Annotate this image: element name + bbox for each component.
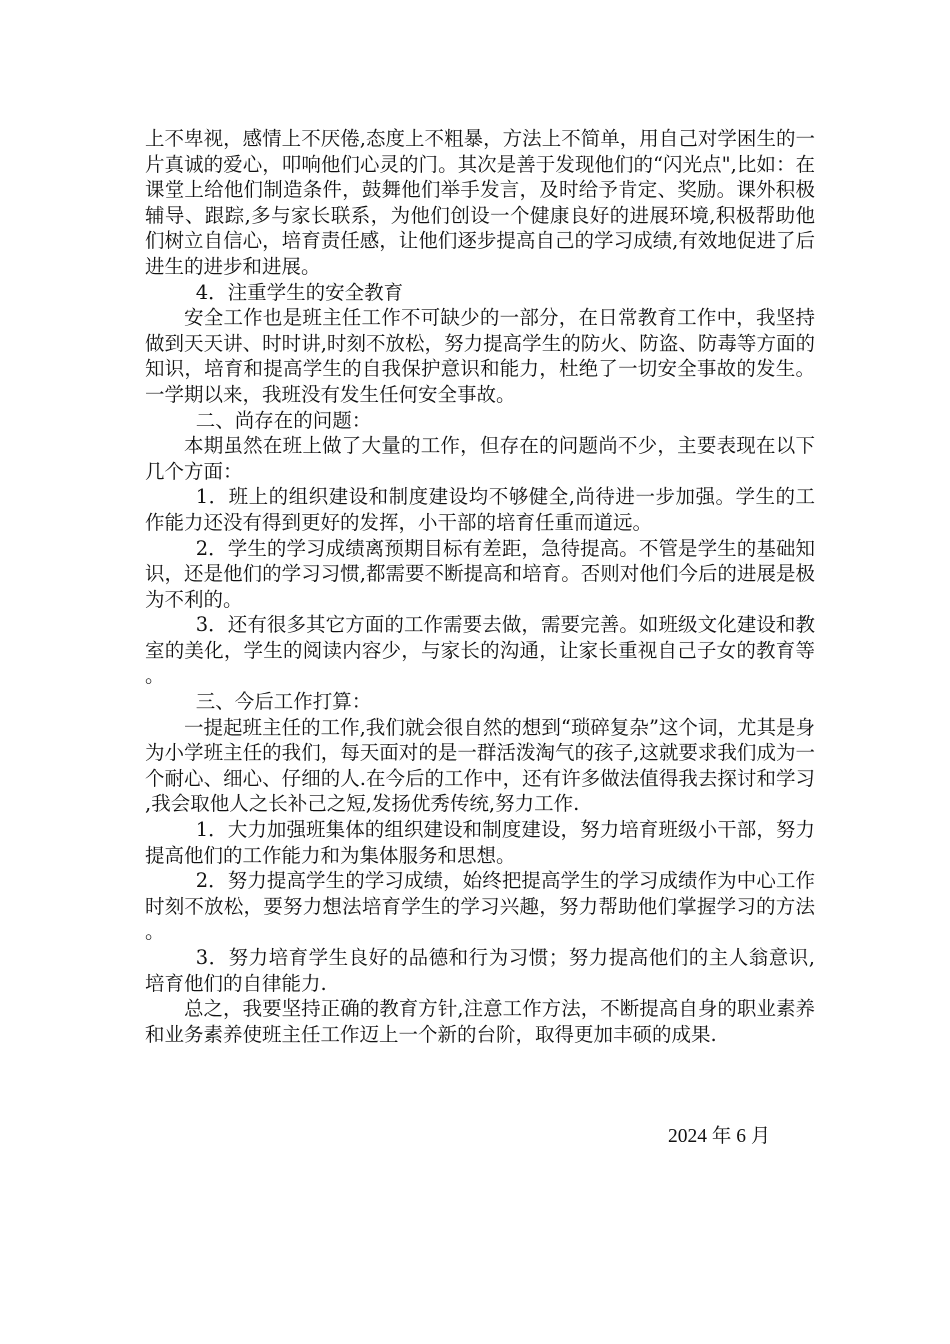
- paragraph-continuation: 上不卑视，感情上不厌倦,态度上不粗暴，方法上不简单，用自己对学困生的一片真诚的爱心，叩响他们心灵的门。其次是善于发现他们的“闪光点",比如：在课堂上给他们制造条件，鼓舞他们举手发言，及时给予肯定、奖励。课外积极辅导、跟踪,多与家长联系，为他们创设一个健康良好的进展环境,积极帮助他们树立自信心，培育责任感，让他们逐步提高自己的学习成绩,有效地促进了后进生的进步和进展。: [145, 127, 815, 278]
- paragraph-safety: 安全工作也是班主任工作不可缺少的一部分，在日常教育工作中，我坚持做到天天讲、时时讲,时刻不放松，努力提高学生的防火、防盗、防毒等方面的知识，培育和提高学生的自我保护意识和能力，杜绝了一切安全事故的发生。一学期以来，我班没有发生任何安全事故。: [145, 306, 815, 406]
- list-item-plan-1: 1．大力加强班集体的组织建设和制度建设，努力培育班级小干部，努力提高他们的工作能力和为集体服务和思想。: [145, 818, 815, 867]
- paragraph-plans-intro: 一提起班主任的工作,我们就会很自然的想到“琐碎复杂”这个词，尤其是身为小学班主任的我们，每天面对的是一群活泼淘气的孩子,这就要求我们成为一个耐心、细心、仔细的人.在今后的工作中，还有许多做法值得我去探讨和学习,我会取他人之长补己之短,发扬优秀传统,努力工作.: [145, 715, 815, 816]
- list-item-plan-2: 2．努力提高学生的学习成绩，始终把提高学生的学习成绩作为中心工作时刻不放松，要努力想法培育学生的学习兴趣，努力帮助他们掌握学习的方法。: [145, 869, 815, 944]
- paragraph-conclusion: 总之，我要坚持正确的教育方针,注意工作方法，不断提高自身的职业素养和业务素养使班主任工作迈上一个新的台阶，取得更加丰硕的成果.: [145, 997, 815, 1046]
- list-item-plan-3: 3．努力培育学生良好的品德和行为习惯；努力提高他们的主人翁意识,培育他们的自律能力.: [145, 946, 815, 995]
- section-heading-problems: 二、尚存在的问题：: [195, 408, 372, 432]
- section-heading-safety: 4．注重学生的安全教育: [195, 280, 404, 304]
- list-item-problem-2: 2．学生的学习成绩离预期目标有差距，急待提高。不管是学生的基础知识，还是他们的学习习惯,都需要不断提高和培育。否则对他们今后的进展是极为不利的。: [145, 536, 815, 611]
- paragraph-problems-intro: 本期虽然在班上做了大量的工作，但存在的问题尚不少，主要表现在以下几个方面：: [145, 434, 815, 483]
- list-item-problem-3: 3．还有很多其它方面的工作需要去做，需要完善。如班级文化建设和教室的美化，学生的阅读内容少，与家长的沟通，让家长重视自己子女的教育等。: [145, 613, 815, 688]
- document-date: 2024 年 6 月: [668, 1126, 771, 1147]
- document-body: [145, 126, 815, 1047]
- list-item-problem-1: 1．班上的组织建设和制度建设均不够健全,尚待进一步加强。学生的工作能力还没有得到更好的发挥，小干部的培育任重而道远。: [145, 485, 815, 534]
- section-heading-plans: 三、今后工作打算：: [195, 690, 372, 714]
